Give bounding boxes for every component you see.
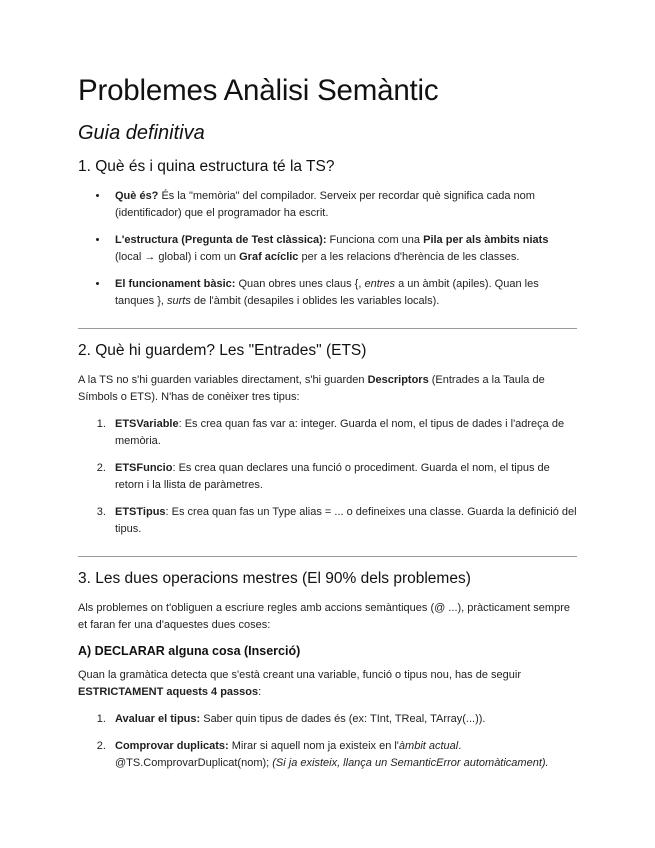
section-2-intro <box>78 372 577 406</box>
list-item <box>109 276 577 310</box>
bold-term: Pila per als àmbits niats <box>423 234 549 246</box>
italic-term: (Si ja existeix, llança un SemanticError automàticament). <box>272 757 549 769</box>
bold-term: Avaluar el tipus: <box>115 713 201 725</box>
list-text: Funciona com una <box>326 234 424 246</box>
list-text: de l'àmbit (desapiles i oblides les variables locals). <box>190 295 440 307</box>
document-subtitle: Guia definitiva <box>78 122 205 144</box>
list-item <box>109 416 577 450</box>
para-text: A la TS no s'hi guarden variables directament, s'hi guarden <box>78 374 368 386</box>
section-3-intro: Als problemes on t'obliguen a escriure regles amb accions semàntiques (@ ...), pràcticament sempre et faran fer una d'aquestes dues coses: <box>78 602 570 631</box>
bold-term: Comprovar duplicats: <box>115 740 229 752</box>
list-item <box>109 504 577 538</box>
italic-term: surts <box>167 295 191 307</box>
bold-term: L'estructura (Pregunta de Test clàssica): <box>115 234 327 246</box>
para-text: Quan la gramàtica detecta que s'està creant una variable, funció o tipus nou, has de seguir <box>78 669 521 681</box>
section-3-subheading: A) DECLARAR alguna cosa (Inserció) <box>78 644 301 658</box>
section-1-heading: 1. Què és i quina estructura té la TS? <box>78 158 335 175</box>
list-item <box>109 188 577 222</box>
section-1-list <box>78 188 577 310</box>
italic-term: àmbit actual <box>398 740 459 752</box>
section-3-list <box>78 711 577 772</box>
list-text: : Es crea quan declares una funció o procediment. Guarda el nom, el tipus de retorn i la llista de paràmetres. <box>115 462 550 491</box>
bold-term: El funcionament bàsic: <box>115 278 236 290</box>
para-text: (Entrades a la Taula de Símbols o ETS). N'has de conèixer tres tipus: <box>78 374 545 403</box>
section-2-heading: 2. Què hi guardem? Les "Entrades" (ETS) <box>78 342 367 359</box>
section-divider <box>78 556 577 557</box>
list-item <box>109 460 577 494</box>
list-text: a un àmbit (apiles). Quan les tanques }, <box>115 278 539 307</box>
section-3-heading: 3. Les dues operacions mestres (El 90% dels problemes) <box>78 570 471 587</box>
list-text: Quan obres unes claus {, <box>235 278 365 290</box>
section-2-list <box>78 416 577 538</box>
italic-term: entres <box>364 278 396 290</box>
list-text: . @TS.ComprovarDuplicat(nom); <box>115 740 462 769</box>
bold-term: ETSVariable <box>115 418 179 430</box>
list-item <box>109 738 577 772</box>
section-3-para <box>78 667 577 701</box>
bold-term: Descriptors <box>367 374 429 386</box>
list-text: per a les relacions d'herència de les classes. <box>298 251 520 263</box>
bold-term: ETSFuncio <box>115 462 173 474</box>
bold-term: ETSTipus <box>115 506 166 518</box>
list-text: : Es crea quan fas var a: integer. Guarda el nom, el tipus de dades i l'adreça de memòria. <box>115 418 565 447</box>
bold-term: ESTRICTAMENT aquests 4 passos <box>78 686 259 698</box>
list-text: Mirar si aquell nom ja existeix en l' <box>228 740 399 752</box>
list-text: És la "memòria" del compilador. Serveix per recordar què significa cada nom (identificador) que el programador ha escrit. <box>115 190 535 219</box>
bold-term: Què és? <box>115 190 159 202</box>
list-text: : Es crea quan fas un Type alias = ... o defineixes una classe. Guarda la definició del tipus. <box>115 506 577 535</box>
list-text: (local → global) i com un <box>115 251 240 263</box>
list-text: Saber quin tipus de dades és (ex: TInt, TReal, TArray(...)). <box>200 713 486 725</box>
bold-term: Graf acíclic <box>239 251 299 263</box>
para-text: : <box>258 686 262 698</box>
list-item <box>109 232 577 266</box>
section-divider <box>78 328 577 329</box>
document-title: Problemes Anàlisi Semàntic <box>78 74 439 107</box>
list-item <box>109 711 577 728</box>
